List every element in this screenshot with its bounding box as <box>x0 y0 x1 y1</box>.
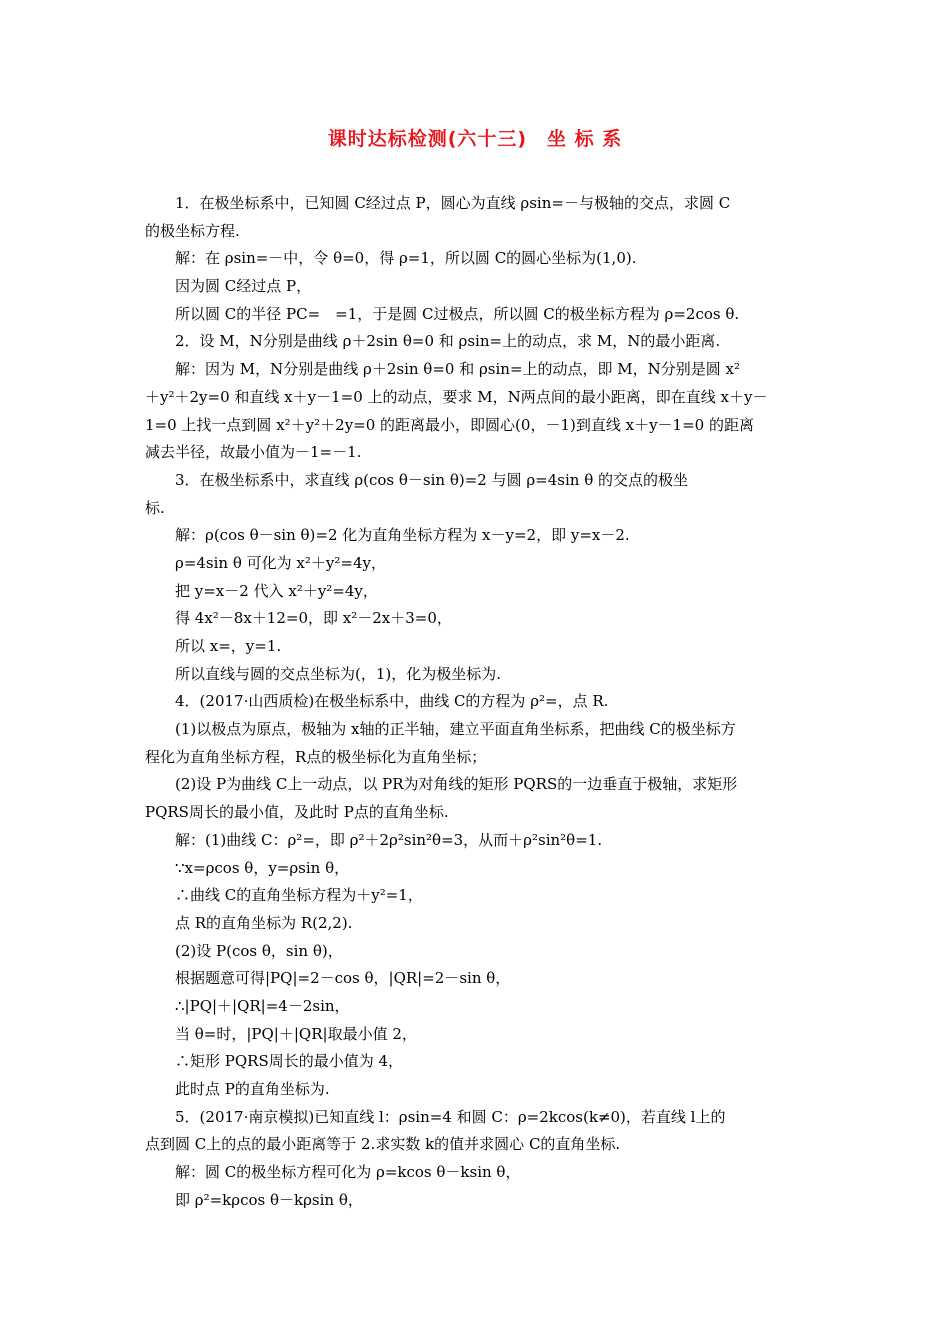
text-line: 所以直线与圆的交点坐标为(，1)，化为极坐标为. <box>175 664 502 683</box>
text-line: 解：因为 M，N分别是曲线 ρ＋2sin θ=0 和 ρsin=上的动点，即 M，N分别是圆 x² <box>175 360 741 379</box>
text-line: 1=0 上找一点到圆 x²＋y²＋2y=0 的距离最小，即圆心(0，－1)到直线 x＋y－1=0 的距离 <box>145 415 754 434</box>
text-line: PQRS周长的最小值，及此时 P点的直角坐标. <box>145 803 449 822</box>
text-line: 解：ρ(cos θ－sin θ)=2 化为直角坐标方程为 x－y=2，即 y=x－2. <box>175 526 630 545</box>
text-line: 所以圆 C的半径 PC= =1，于是圆 C过极点，所以圆 C的极坐标方程为 ρ=2cos θ. <box>175 304 740 323</box>
text-line: 所以 x=，y=1. <box>175 637 282 655</box>
text-line: 的极坐标方程. <box>145 221 240 240</box>
text-line: 1．在极坐标系中，已知圆 C经过点 P，圆心为直线 ρsin=－与极轴的交点，求圆 C <box>175 194 731 212</box>
text-line: 解：(1)曲线 C：ρ²=，即 ρ²＋2ρ²sin²θ=3，从而＋ρ²sin²θ=1. <box>175 830 603 849</box>
document-body <box>145 190 810 1214</box>
text-line: 点 R的直角坐标为 R(2,2). <box>175 913 353 932</box>
text-line: 当 θ=时，|PQ|＋|QR|取最小值 2， <box>175 1024 417 1043</box>
text-line: (2)设 P为曲线 C上一动点，以 PR为对角线的矩形 PQRS的一边垂直于极轴，求矩形 <box>175 775 738 794</box>
text-line: 因为圆 C经过点 P， <box>175 277 312 296</box>
text-line: 把 y=x－2 代入 x²＋y²=4y， <box>175 581 378 600</box>
text-line: 此时点 P的直角坐标为. <box>175 1080 330 1098</box>
text-line: ＋y²＋2y=0 和直线 x＋y－1=0 上的动点，要求 M，N两点间的最小距离，即在直线 x＋y－ <box>145 387 768 406</box>
text-line: 根据题意可得|PQ|=2－cos θ，|QR|=2－sin θ， <box>175 969 511 988</box>
text-line: 即 ρ²=kρcos θ－kρsin θ， <box>175 1190 363 1209</box>
text-line: 解：在 ρsin=－中，令 θ=0，得 ρ=1，所以圆 C的圆心坐标为(1,0). <box>175 249 637 268</box>
text-line: (1)以极点为原点，极轴为 x轴的正半轴，建立平面直角坐标系，把曲线 C的极坐标方 <box>175 720 736 739</box>
text-line: ∵x=ρcos θ，y=ρsin θ， <box>175 858 350 877</box>
text-line: 标. <box>145 498 165 517</box>
text-line: 解：圆 C的极坐标方程可化为 ρ=kcos θ－ksin θ， <box>175 1163 521 1182</box>
text-line: ∴矩形 PQRS周长的最小值为 4， <box>175 1052 404 1071</box>
text-line: 得 4x²－8x＋12=0，即 x²－2x＋3=0， <box>175 609 452 628</box>
text-line: ρ=4sin θ 可化为 x²＋y²=4y， <box>175 553 386 572</box>
text-line: 4．(2017·山西质检)在极坐标系中，曲线 C的方程为 ρ²=，点 R. <box>175 692 609 711</box>
text-line: 2．设 M，N分别是曲线 ρ＋2sin θ=0 和 ρsin=上的动点，求 M，N的最小距离. <box>175 332 721 351</box>
document-title: 课时达标检测(六十三) 坐 标 系 <box>327 128 623 150</box>
text-line: (2)设 P(cos θ，sin θ)， <box>175 941 343 960</box>
text-line: 减去半径，故最小值为－1=－1. <box>145 443 362 462</box>
text-line: 程化为直角坐标方程，R点的极坐标化为直角坐标； <box>145 747 487 766</box>
text-line: ∴曲线 C的直角坐标方程为＋y²=1， <box>175 886 423 905</box>
text-line: ∴|PQ|＋|QR|=4－2sin， <box>175 996 350 1015</box>
text-line: 点到圆 C上的点的最小距离等于 2.求实数 k的值并求圆心 C的直角坐标. <box>145 1135 621 1154</box>
text-line: 5．(2017·南京模拟)已知直线 l：ρsin=4 和圆 C：ρ=2kcos(k≠0)，若直线 l上的 <box>175 1107 726 1126</box>
text-line: 3．在极坐标系中，求直线 ρ(cos θ－sin θ)=2 与圆 ρ=4sin θ 的交点的极坐 <box>175 470 689 489</box>
